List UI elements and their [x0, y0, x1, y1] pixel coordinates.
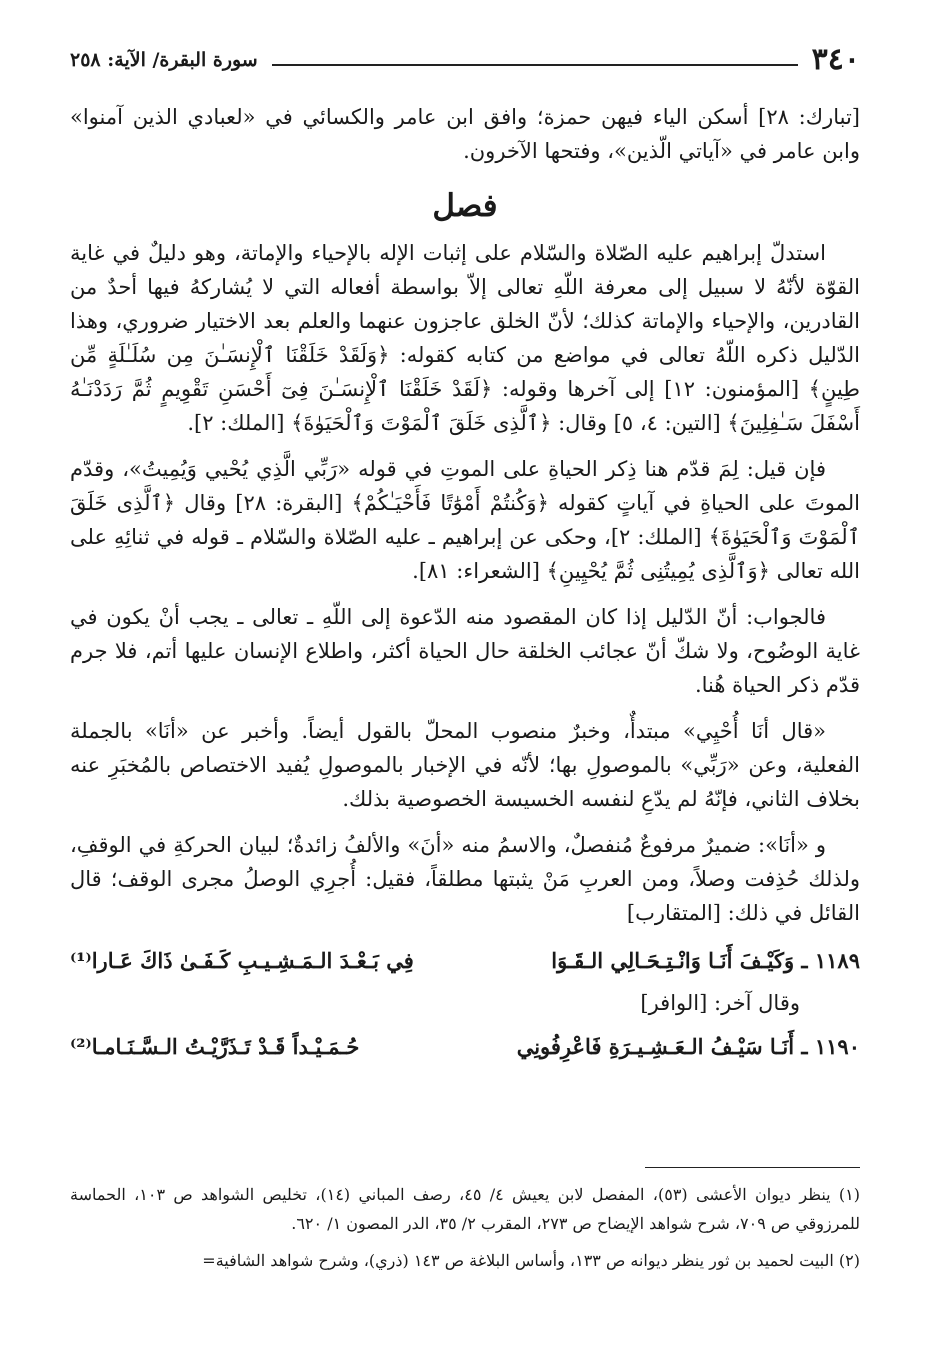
page-header — [70, 30, 860, 80]
footnote-2: (٢) البيت لحميد بن ثور ينظر ديوانه ص ١٣٣، وأساس البلاغة ص ١٤٣ (ذري)، وشرح شواهد الشافية= — [202, 1251, 860, 1270]
paragraph-question: فإن قيل: لِمَ قدّم هنا ذِكر الحياةِ على الموتِ في قوله «رَبِّي الَّذِي يُحْيي وَيُمِيتُ»، وقدّم الموتَ على الحياةِ في آياتٍ كقوله ﴿وَكُنتُمْ أَمْوَٰتًا فَأَحْيَـٰكُمْ﴾ [البقرة: ٢٨] وقال ﴿ٱلَّذِى خَلَقَ ٱلْمَوْتَ وَٱلْحَيَوٰةَ﴾ [الملك: ٢]، وحكى عن إبراهيم ـ عليه الصّلاة والسّلام ـ قوله في ثنائِهِ على الله تعالى ﴿وَٱلَّذِى يُمِيتُنِى ثُمَّ يُحْيِينِ﴾ [الشعراء: ٨١]. — [70, 457, 860, 583]
running-title: سورة البقرة/ الآية: ٢٥٨ — [70, 49, 258, 71]
footnote-separator — [645, 1167, 860, 1168]
paragraph-answer: فالجواب: أنّ الدّليل إذا كان المقصود منه الدّعوة إلى اللّهِ ـ تعالى ـ يجب أنْ يكون في غاية الوضُوح، ولا شكّ أنّ عجائب الخلقة حال الحياة أكثر، واطلاع الإنسان عليها أتم، فلا جرم قدّم ذكر الحياة هُنا. — [70, 605, 860, 697]
verse-1189 — [70, 942, 860, 980]
verse-second-hemistich: فِي بَـعْـدَ الـمَـشِـيـبِ كَـفَـىٰ ذَاكَ عَـارا⁽¹⁾ — [70, 948, 414, 973]
verse-first-hemistich: ١١٩٠ ـ أَنَـا سَيْـفُ الـعَـشِـيـرَةِ فَاعْرِفُونِي — [516, 1034, 860, 1059]
section-title: فصل — [432, 188, 498, 224]
verse-1190 — [70, 1028, 860, 1066]
page-number: ٣٤٠ — [811, 42, 860, 77]
meter-label: وقال آخر: [الوافر] — [640, 991, 800, 1015]
verse-second-hemistich: حُـمَـيْـداً قَـدْ تَـذَرَّيْـتُ الـسَّـنَـامـا⁽²⁾ — [70, 1034, 360, 1059]
paragraph-proof: استدلّ إبراهيم عليه الصّلاة والسّلام على إثبات الإله بالإحياء والإماتة، وهو دليلٌ في غاية القوّة لأنّهُ لا سبيل إلى معرفة اللّهِ تعالى إلاّ بواسطة أفعاله التي لا يُشاركهُ فيها أحدٌ من القادرين، والإحياء والإماتة كذلك؛ لأنّ الخلق عاجزون عنهما والعلم بعد الاختيار ضروري، وهذا الدّليل ذكره اللّهُ تعالى في مواضع من كتابه كقوله: ﴿وَلَقَدْ خَلَقْنَا ٱلْإِنسَـٰنَ مِن سُلَـٰلَةٍ مِّن طِينٍ﴾ [المؤمنون: ١٢] إلى آخرها وقوله: ﴿لَقَدْ خَلَقْنَا ٱلْإِنسَـٰنَ فِىٓ أَحْسَنِ تَقْوِيمٍ ثُمَّ رَدَدْنَـٰهُ أَسْفَلَ سَـٰفِلِينَ﴾ [التين: ٤، ٥] وقال: ﴿ٱلَّذِى خَلَقَ ٱلْمَوْتَ وَٱلْحَيَوٰةَ﴾ [الملك: ٢]. — [70, 241, 861, 435]
footnotes — [70, 1180, 860, 1283]
footnote-1: (١) ينظر ديوان الأعشى (٥٣)، المفصل لابن يعيش ٤/ ٤٥، رصف المباني (١٤)، تخليص الشواهد ص ١٠٣، الحماسة للمرزوقي ص ٧٠٩، شرح شواهد الإيضاح ص ٢٧٣، المقرب ٢/ ٣٥، الدر المصون ١/ ٦٢٠. — [70, 1185, 861, 1233]
paragraph-readings: [تبارك: ٢٨] أسكن الياء فيهن حمزة؛ وافق ابن عامر والكسائي في «لعبادي الذين آمنوا» وابن عامر في «آياتي الّذين»، وفتحها الآخرون. — [70, 105, 860, 163]
paragraph-pronoun: و «أنَا»: ضميرٌ مرفوعٌ مُنفصلٌ، والاسمُ منه «أنَ» والألفُ زائدةٌ؛ لبيان الحركةِ في الوقفِ، ولذلك حُذِفت وصلاً، ومن العربِ مَنْ يثبتها مطلقاً، فقيل: أُجرِي الوصلُ مجرى الوقف؛ قال القائل في ذلك: [المتقارب] — [70, 833, 860, 925]
header-rule — [272, 64, 798, 66]
main-text — [70, 100, 860, 1072]
verse-first-hemistich: ١١٨٩ ـ وَكَيْـفَ أَنَـا وَانْـتِـحَـالِي الـقَـوَا — [551, 948, 860, 973]
paragraph-grammar: «قال أنَا أُحْيِي» مبتدأٌ، وخبرٌ منصوب المحلّ بالقول أيضاً. وأخبر عن «أنَا» بالجملة الفعلية، وعن «رَبِّي» بالموصولِ بها؛ لأنّه في الإخبار بالموصولِ يُفيد الاختصاص بالمُخبَرِ عنه بخلاف الثاني، فإنّهُ لم يدّعِ لنفسه الخسيسة الخصوصية بذلك. — [70, 719, 860, 811]
